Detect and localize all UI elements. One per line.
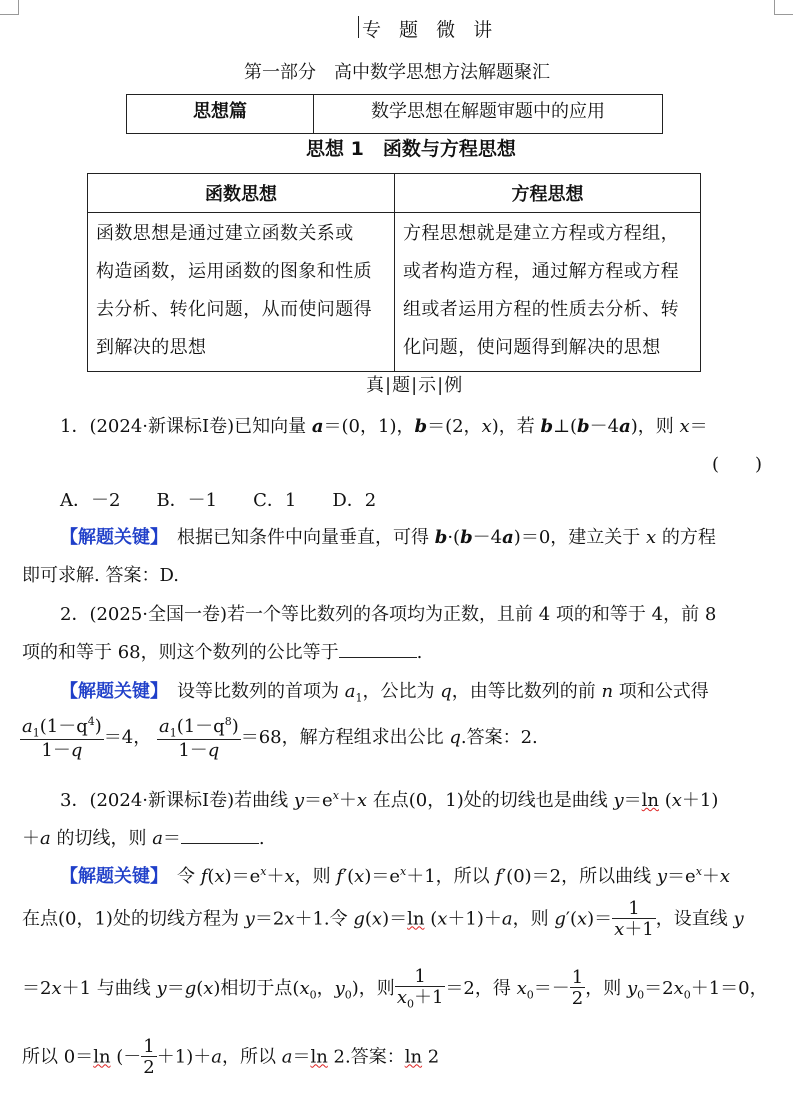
answer-blank[interactable]	[181, 827, 259, 844]
p1-line1: 1．(2024·新课标Ⅰ卷)已知向量 a＝(0，1)，b＝(2，x)，若 b⊥(b－4a)，则 x＝	[60, 416, 708, 437]
text-line: 方程思想就是建立方程或方程组，	[403, 223, 679, 244]
idea-title: 思想 1 函数与方程思想	[306, 138, 516, 160]
option-b: B．－1	[156, 490, 218, 511]
option-d: D．2	[332, 490, 377, 511]
cell-equation	[395, 213, 701, 372]
text-line: 去分析、转化问题，从而使问题得	[96, 299, 372, 320]
header-equation: 方程思想	[395, 174, 701, 213]
p2-line2: 项的和等于 68，则这个数列的公比等于 .	[22, 642, 423, 663]
text-line: 组或者运用方程的性质去分析、转	[403, 299, 679, 320]
header-bar	[358, 16, 359, 38]
fraction-s4: $\frac{a_1(1-q^4)}{1-q}$	[22, 715, 102, 761]
p3-key-line2: 在点(0，1)处的切线方程为 y＝2x＋1.令 g(x)＝ln (x＋1)＋a，则 g′(x)＝ $\frac{1}{x+1}$ ，设直线 y	[22, 898, 744, 940]
crop-mark-top-right	[774, 0, 793, 15]
fraction-half: $\frac{1}{2}$	[571, 967, 584, 1010]
answer-blank[interactable]	[339, 641, 417, 658]
text-line: 函数思想是通过建立函数关系或	[96, 223, 354, 244]
text-line: 或者构造方程，通过解方程或方程	[403, 261, 679, 282]
p3-line1: 3．(2024·新课标Ⅰ卷)若曲线 $y=e^x+x$ 在点(0，1)处的切线也是曲线 y＝ln (x＋1)	[60, 789, 719, 811]
p3-line2: ＋a 的切线，则 a＝ .	[22, 828, 265, 849]
header-function: 函数思想	[88, 174, 395, 213]
p3-key-line3: ＝2x＋1 与曲线 y＝g(x)相切于点($x_0$，$y_0$)，则 $\frac{1}{x_0+1}$ ＝2，得 $x_0=-$ $\frac{1}{2}$ ，则 $y_0=2x_0+1=0$，	[22, 966, 768, 1011]
p1-answer-paren: ( )	[712, 454, 763, 475]
p2-key-line2: $\frac{a_1(1-q^4)}{1-q}$ ＝4， $\frac{a_1(1-q^8)}{1-q}$ ＝68，解方程组求出公比 q.答案：2.	[22, 715, 538, 761]
crop-mark-top-left	[0, 0, 19, 15]
p2-line1: 2．(2025·全国一卷)若一个等比数列的各项均为正数，且前 4 项的和等于 4，前 8	[60, 604, 717, 625]
fraction-derivative: $\frac{1}{x+1}$	[614, 898, 654, 940]
option-c: C．1	[253, 490, 297, 511]
section-left: 思想篇	[193, 101, 247, 122]
fraction-slope: $\frac{1}{x_0+1}$	[396, 966, 444, 1011]
part-title: 第一部分 高中数学思想方法解题聚汇	[244, 62, 550, 83]
series-title: 专 题 微 讲	[362, 19, 499, 41]
text-line: 构造函数，运用函数的图象和性质	[96, 261, 372, 282]
p2-key-line1: 【解题关键】 设等比数列的首项为 $a_1$，公比为 q，由等比数列的前 n 项和公式得	[60, 681, 709, 705]
section-box	[126, 94, 663, 134]
cell-function	[88, 213, 395, 372]
option-a: A．－2	[60, 490, 121, 511]
p1-key-line1: 【解题关键】 根据已知条件中向量垂直，可得 b·(b－4a)＝0，建立关于 x 的方程	[60, 527, 716, 548]
section-label: 真|题|示|例	[366, 375, 464, 396]
p3-key-line4: 所以 0＝ln (－ $\frac{1}{2}$ ＋1)＋a，所以 a＝ln 2.答案：ln 2	[22, 1036, 440, 1078]
key-label: 【解题关键】	[60, 527, 159, 548]
text-line: 化问题，使问题得到解决的思想	[403, 337, 661, 358]
fraction-s8: $\frac{a_1(1-q^8)}{1-q}$	[158, 715, 239, 761]
text-line: 到解决的思想	[96, 337, 207, 358]
fraction-half: $\frac{1}{2}$	[143, 1036, 155, 1078]
p1-options	[60, 486, 376, 512]
compare-table	[87, 173, 701, 372]
section-right: 数学思想在解题审题中的应用	[371, 101, 605, 122]
p1-key-line2: 即可求解. 答案：D.	[22, 565, 179, 586]
p3-key-line1: 【解题关键】 令 $f(x)=e^x+x$，则 $f'(x)=e^x+1$，所以 f′(0)＝2，所以曲线 $y=e^x+x$	[60, 865, 731, 887]
